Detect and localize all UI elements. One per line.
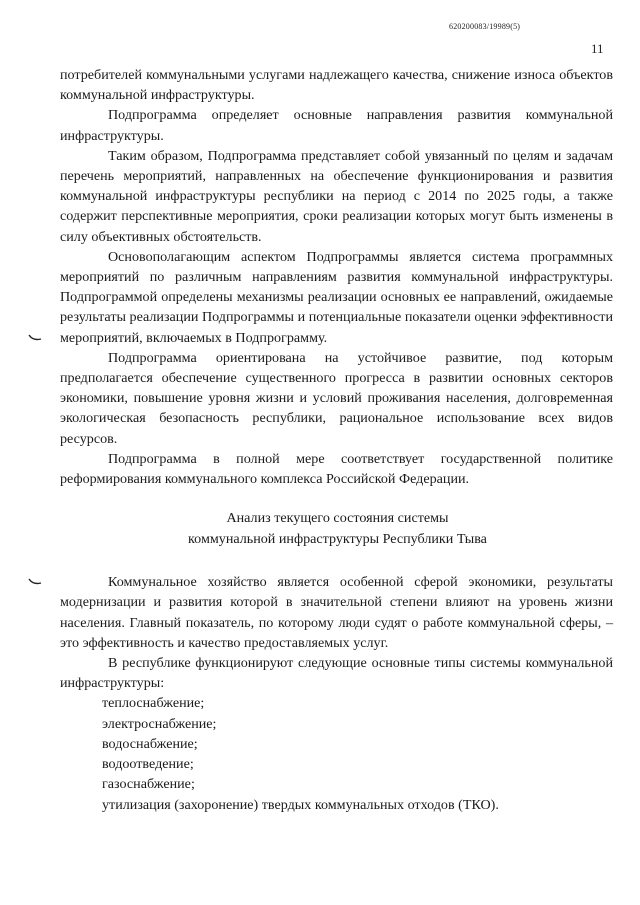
paragraph: В республике функционируют следующие основные типы системы коммунальной инфраструктуры:: [60, 655, 613, 692]
paragraph: Подпрограмма в полной мере соответствует государственной политике реформирования коммунального комплекса Российской Федерации.: [60, 450, 613, 488]
document-body: [60, 65, 613, 815]
paragraph: Подпрограмма ориентирована на устойчивое развитие, под которым предполагается обеспечение существенного прогресса в развитии основных секторов экономики, повышение уровня жизни и условий проживания населения, долговременная экологическая безопасность республики, рациональное использование всех видов ресурсов.: [60, 349, 613, 447]
section-heading: [60, 508, 613, 549]
list-item: электроснабжение;: [102, 715, 217, 732]
document-id: 620200083/19989(5): [449, 22, 521, 31]
section-heading-line: Анализ текущего состояния системы: [226, 510, 449, 527]
section-heading-line: коммунальной инфраструктуры Республики Тыва: [188, 530, 487, 547]
infrastructure-types-list: [60, 693, 613, 814]
list-item: утилизация (захоронение) твердых коммунальных отходов (ТКО).: [102, 796, 499, 813]
margin-check-mark: [28, 578, 42, 585]
margin-check-mark: [28, 334, 42, 341]
paragraph: Таким образом, Подпрограмма представляет собой увязанный по целям и задачам перечень мероприятий, направленных на обеспечение функционирования и развития коммунальной инфраструктуры республики на период с 2014 по 2025 годы, а также содержит перспективные мероприятия, сроки реализации которых могут быть изменены в силу объективных обстоятельств.: [60, 147, 613, 245]
list-item: теплоснабжение;: [102, 695, 205, 712]
list-item: газоснабжение;: [102, 776, 195, 793]
paragraph: Коммунальное хозяйство является особенной сферой экономики, результаты модернизации и развития которой в значительной степени влияют на уровень жизни населения. Главный показатель, по которому люди судят о работе коммунальной сферы, – это эффективность и качество предоставляемых услуг.: [60, 574, 613, 651]
list-item: водоотведение;: [102, 756, 194, 773]
page-number: 11: [591, 41, 604, 56]
paragraph: Основополагающим аспектом Подпрограммы является система программных мероприятий по различным направлениям развития коммунальной инфраструктуры. Подпрограммой определены механизмы реализации основных ее направлений, ожидаемые результаты реализации Подпрограммы и потенциальные показатели оценки эффективности мероприятий, включаемых в Подпрограмму.: [60, 248, 613, 346]
list-item: водоснабжение;: [102, 735, 198, 752]
paragraph: потребителей коммунальными услугами надлежащего качества, снижение износа объектов коммунальной инфраструктуры.: [60, 67, 613, 104]
paragraph: Подпрограмма определяет основные направления развития коммунальной инфраструктуры.: [60, 107, 613, 144]
